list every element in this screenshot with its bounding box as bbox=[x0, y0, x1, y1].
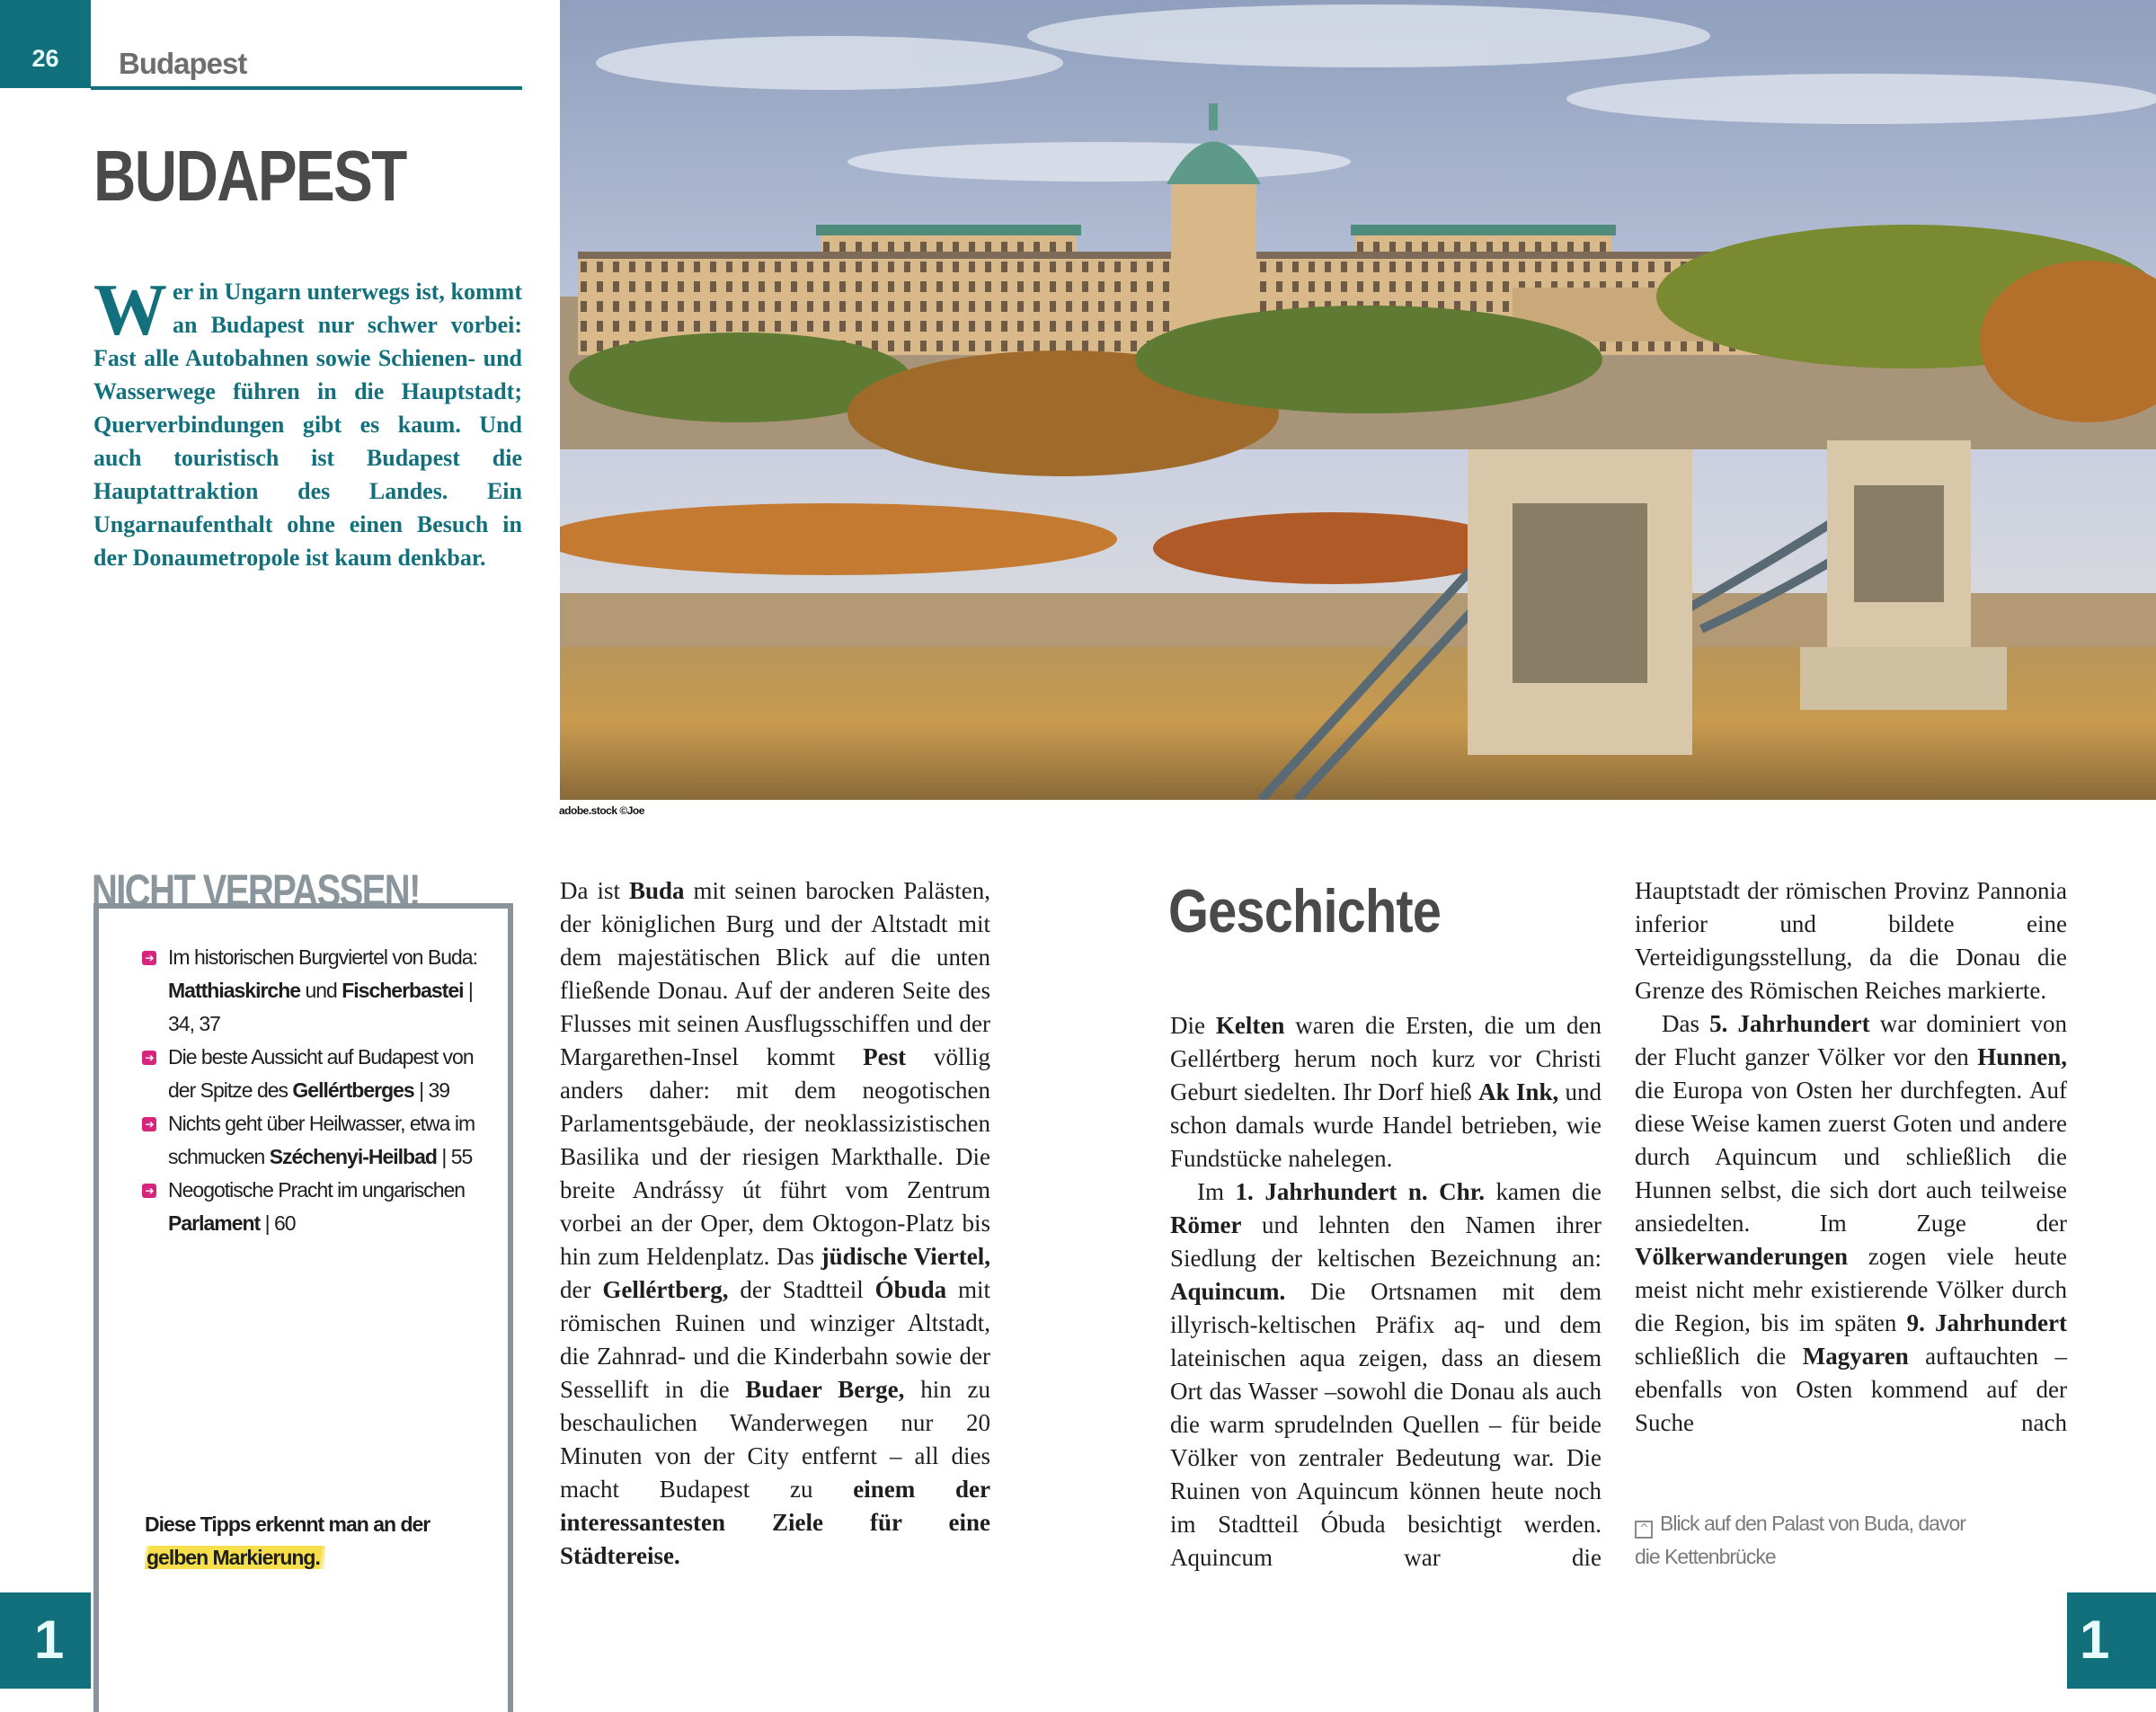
photo-caption bbox=[1635, 1507, 1994, 1574]
arrow-up-box-icon: ^ bbox=[1635, 1521, 1653, 1539]
text-run: der Stadtteil bbox=[728, 1276, 875, 1303]
text-run: und bbox=[300, 979, 342, 1002]
highlight-item bbox=[142, 1107, 484, 1174]
paragraph bbox=[560, 874, 990, 1573]
nicht-verpassen-heading: NICHT VERPASSEN! bbox=[92, 865, 420, 916]
text-run: | 55 bbox=[436, 1145, 473, 1168]
text-run: mit römischen Ruinen und winziger Altstadt, die Zahnrad- und die Kinderbahn sowie der Sessellift in die bbox=[560, 1276, 991, 1403]
page-number-block bbox=[0, 0, 91, 88]
bold-term: Buda bbox=[628, 877, 685, 904]
bold-term: 5. Jahrhundert bbox=[1709, 1010, 1870, 1037]
text-run: war dominiert von der Flucht ganzer Völker vor den bbox=[1635, 1010, 2067, 1070]
text-run: Die beste Aussicht auf Budapest von der Spitze des bbox=[168, 1045, 474, 1102]
text-run: Nichts geht über Heilwasser, etwa im schmucken bbox=[168, 1112, 475, 1168]
text-run: waren die Ersten, die um den Gellértberg herum noch kurz vor Christi Geburt siedelten. Ihr Dorf hieß bbox=[1170, 1012, 1602, 1105]
text-run: Da ist bbox=[560, 877, 629, 904]
caption-text: Blick auf den Palast von Buda, davor die Kettenbrücke bbox=[1635, 1512, 1965, 1568]
arrow-right-icon: ➔ bbox=[142, 1051, 156, 1065]
paragraph bbox=[1635, 874, 2067, 1007]
text-run: | 60 bbox=[260, 1211, 296, 1235]
text-run: und lehnten den Namen ihrer Siedlung der keltischen Bezeichnung an: bbox=[1170, 1211, 1601, 1272]
bold-term: Gellértberg, bbox=[602, 1276, 729, 1303]
text-run: Im bbox=[1197, 1178, 1236, 1205]
chapter-number: 1 bbox=[2080, 1610, 2110, 1670]
bold-term: Pest bbox=[863, 1043, 907, 1070]
chapter-tab-left bbox=[0, 1592, 91, 1689]
text-run: | 39 bbox=[413, 1078, 450, 1102]
text-run: schließlich die bbox=[1635, 1343, 1803, 1370]
bold-term: Gellértberges bbox=[292, 1078, 414, 1102]
highlights-list bbox=[142, 941, 484, 1240]
text-run: die Europa von Osten her durchfegten. Auf diese Weise kamen zuerst Goten und andere durch Aquincum und schließlich die Hunnen selbst, die sich dort auch teilweise ansiedelten. Im Zuge der bbox=[1635, 1077, 2067, 1237]
bold-term: Széchenyi-Heilbad bbox=[269, 1145, 437, 1168]
text-run: Das bbox=[1662, 1010, 1710, 1037]
photo-credit: adobe.stock ©Joe bbox=[559, 804, 644, 817]
chapter-number: 1 bbox=[34, 1610, 65, 1670]
bold-term: Budaer Berge, bbox=[745, 1376, 905, 1403]
highlight-item bbox=[142, 1041, 484, 1107]
arrow-right-icon: ➔ bbox=[142, 1184, 156, 1198]
paragraph bbox=[1170, 1009, 1601, 1175]
drop-cap: W bbox=[93, 269, 167, 350]
bold-term: Parlament bbox=[168, 1211, 261, 1235]
highlight-item bbox=[142, 1174, 484, 1240]
arrow-right-icon: ➔ bbox=[142, 1117, 156, 1131]
chapter-title: BUDAPEST bbox=[93, 136, 406, 216]
tip-line-2-highlighted: gelben Markierung. bbox=[145, 1546, 325, 1569]
bold-term: Óbuda bbox=[874, 1276, 947, 1303]
body-column-2 bbox=[560, 874, 990, 1573]
text-run: Die Ortsnamen mit dem illyrisch-keltischen Präfix aq- und dem lateinischen aqua zeigen, dass an diesem Ort das Wasser –sowohl die Donau als auch die warm sprudelnden Quellen – für beide Völker von zentraler Bedeutung war. Die Ruinen von Aquincum können heute noch im Stadtteil Óbuda besichtigt werden. Aquincum war die bbox=[1170, 1278, 1601, 1571]
bold-term: Aquincum. bbox=[1170, 1278, 1286, 1305]
paragraph bbox=[1635, 1007, 2067, 1440]
paragraph bbox=[1170, 1175, 1601, 1575]
bold-term: 1. Jahrhundert n. Chr. bbox=[1235, 1178, 1485, 1205]
bold-term: einem der interessantesten Ziele für eine Städtereise. bbox=[560, 1476, 990, 1569]
bold-term: jüdische Viertel, bbox=[821, 1243, 990, 1270]
text-run: auftauchten – ebenfalls von Osten kommend auf der Suche nach bbox=[1635, 1343, 2067, 1436]
bold-term: 9. Jahrhundert bbox=[1906, 1309, 2068, 1336]
highlight-item bbox=[142, 941, 484, 1041]
bold-term: Ak Ink, bbox=[1478, 1078, 1559, 1105]
text-run: Hauptstadt der römischen Provinz Pannonia inferior und bildete eine Verteidigungsstellung, da die Donau die Grenze des Römischen Reiches markierte. bbox=[1635, 877, 2067, 1004]
bold-term: Magyaren bbox=[1802, 1343, 1909, 1370]
text-run: kamen die bbox=[1484, 1178, 1601, 1205]
chapter-tab-right bbox=[2067, 1592, 2156, 1689]
page-number: 26 bbox=[31, 45, 59, 72]
text-run: der bbox=[560, 1276, 603, 1303]
running-title: Budapest bbox=[119, 47, 247, 80]
bold-term: Römer bbox=[1170, 1211, 1242, 1238]
header-rule bbox=[91, 86, 522, 90]
bold-term: Kelten bbox=[1215, 1012, 1285, 1039]
text-run: Im historischen Burgviertel von Buda: bbox=[168, 945, 477, 969]
text-run: | 34, 37 bbox=[168, 979, 473, 1035]
text-run: hin zu beschaulichen Wanderwegen nur 20 Minuten von der City entfernt – all dies macht Budapest zu bbox=[560, 1376, 990, 1503]
text-run: zogen viele heute meist nicht mehr existierende Völker durch die Region, bis im späten bbox=[1635, 1243, 2067, 1336]
text-run: völlig anders daher: mit dem neogotischen Parlamentsgebäude, der neoklassizistischen Basilika und der riesigen Markthalle. Die breite Andrássy út führt vom Zentrum vorbei an der Oper, dem Oktogon-Platz bis hin zum Heldenplatz. Das bbox=[560, 1043, 990, 1270]
intro-paragraph bbox=[93, 269, 522, 574]
intro-text: er in Ungarn unterwegs ist, kommt an Budapest nur schwer vorbei: Fast alle Autobahnen sowie Schienen- und Wasserwege führen in die Hauptstadt; Querverbindungen gibt es kaum. Und auch touristisch ist Budapest die Hauptattraktion des Landes. Ein Ungarnaufenthalt ohne einen Besuch in der Donaumetropole ist kaum denkbar. bbox=[93, 279, 522, 571]
arrow-right-icon: ➔ bbox=[142, 951, 156, 965]
text-run: und schon damals wurde Handel betrieben, wie Fundstücke nahelegen. bbox=[1170, 1078, 1602, 1172]
geschichte-heading: Geschichte bbox=[1168, 877, 1442, 945]
bold-term: Fischerbastei bbox=[342, 979, 464, 1002]
tip-note bbox=[145, 1508, 468, 1575]
text-run: mit seinen barocken Palästen, der königlichen Burg und der Altstadt mit dem majestätischen Blick auf die unten fließende Donau. Auf der anderen Seite des Flusses mit seinen Ausflugsschiffen und der Margarethen-Insel kommt bbox=[560, 877, 991, 1070]
bold-term: Hunnen, bbox=[1977, 1043, 2067, 1070]
bold-term: Völkerwanderungen bbox=[1635, 1243, 1849, 1270]
budapest-palace-photo bbox=[560, 0, 2156, 800]
text-run: Neogotische Pracht im ungarischen bbox=[168, 1178, 466, 1202]
tip-line-1: Diese Tipps erkennt man an der bbox=[145, 1512, 430, 1536]
bold-term: Matthiaskirche bbox=[168, 979, 301, 1002]
body-column-3 bbox=[1170, 1009, 1601, 1575]
text-run: Die bbox=[1170, 1012, 1216, 1039]
body-column-4 bbox=[1635, 874, 2067, 1440]
